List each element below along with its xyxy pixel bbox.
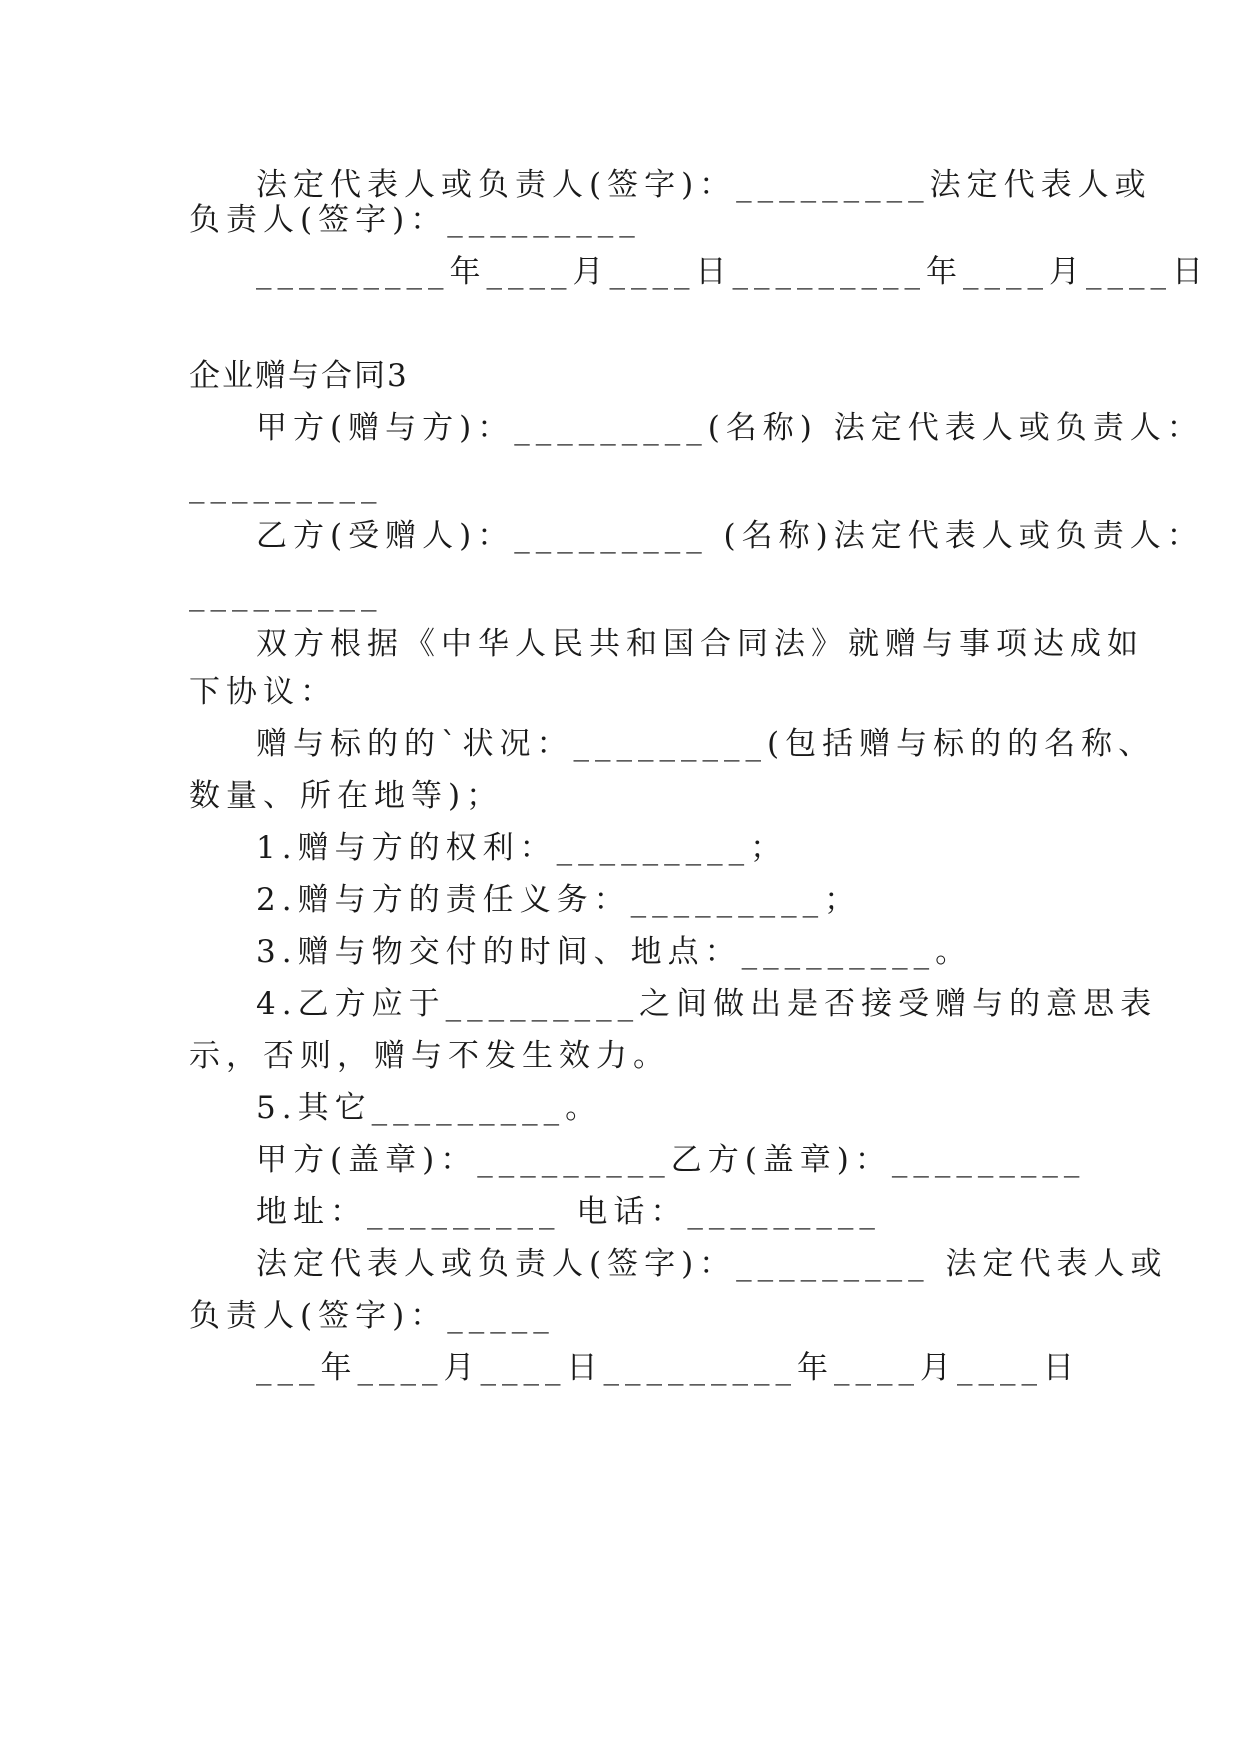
- party-b-line: 乙方(受赠人)：_________ (名称)法定代表人或负责人：: [256, 518, 1204, 554]
- date-line-2: ___年____月____日_________年____月____日: [256, 1350, 1080, 1386]
- agreement-intro-cont: 下协议：: [189, 674, 337, 710]
- agreement-intro: 双方根据《中华人民共和国合同法》就赠与事项达成如: [256, 626, 1144, 662]
- clause-5: 5.其它_________。: [256, 1090, 603, 1126]
- clause-3: 3.赠与物交付的时间、地点：_________。: [256, 934, 973, 970]
- seal-line: 甲方(盖章)：_________乙方(盖章)：_________: [256, 1142, 1086, 1178]
- clause-1: 1.赠与方的权利：_________；: [256, 830, 788, 866]
- signature-line-2: 法定代表人或负责人(签字)：_________ 法定代表人或: [256, 1246, 1168, 1282]
- section-title: 企业赠与合同3: [189, 358, 409, 394]
- signature-line-1: 法定代表人或负责人(签字)：_________法定代表人或: [256, 167, 1152, 203]
- party-a-line: 甲方(赠与方)：_________(名称) 法定代表人或负责人：: [256, 410, 1204, 446]
- signature-line-1-cont: 负责人(签字)：_________: [189, 202, 641, 238]
- clause-2: 2.赠与方的责任义务：_________；: [256, 882, 862, 918]
- address-phone-line: 地址：_________ 电话：_________: [256, 1194, 881, 1230]
- subject-status-cont: 数量、所在地等)；: [189, 778, 504, 814]
- party-b-blank: _________: [189, 576, 383, 612]
- party-a-blank: _________: [189, 468, 383, 504]
- subject-status: 赠与标的的`状况：_________(包括赠与标的的名称、: [256, 726, 1156, 762]
- clause-4: 4.乙方应于_________之间做出是否接受赠与的意思表: [256, 986, 1158, 1022]
- clause-4-cont: 示，否则，赠与不发生效力。: [189, 1038, 670, 1074]
- signature-line-2-cont: 负责人(签字)：_____: [189, 1298, 555, 1334]
- date-line-1: _________年____月____日_________年____月____日: [256, 254, 1209, 290]
